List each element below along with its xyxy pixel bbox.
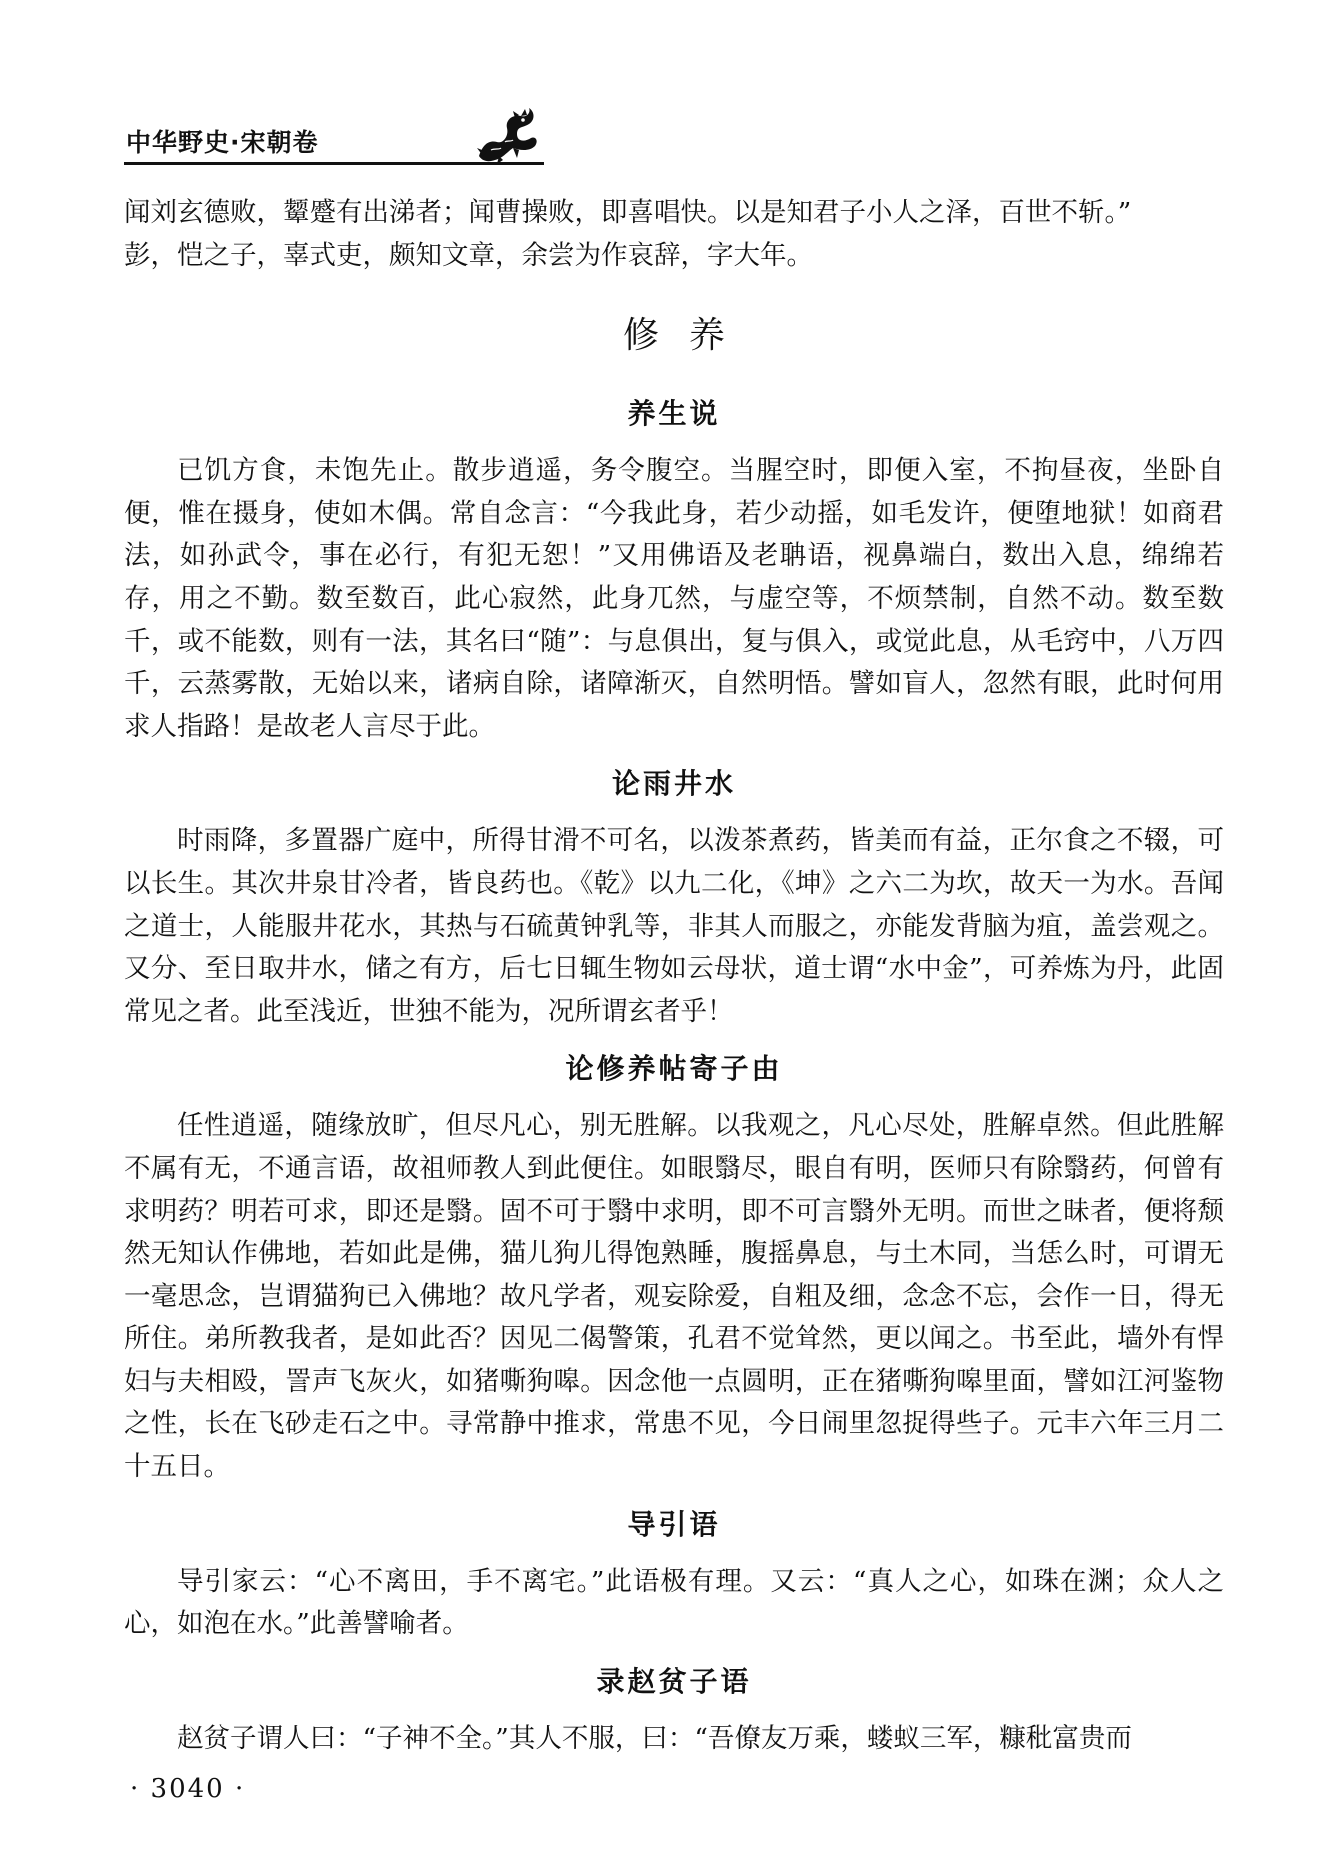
article-title: 论雨井水 — [611, 767, 736, 801]
article-paragraph: 赵贫子谓人曰：“子神不全。”其人不服，曰：“吾僚友万乘，蝼蚁三军，糠秕富贵而 — [177, 1722, 1132, 1754]
article-paragraph: 已饥方食，未饱先止。散步逍遥，务令腹空。当腥空时，即便入室，不拘昼夜，坐卧自便，惟在摄身，使如木偶。常自念言：“今我此身，若少动摇，如毛发许，便堕地狱！如商君法，如孙武令，事在必行，有犯无恕！”又用佛语及老聃语，视鼻端白，数出入息，绵绵若存，用之不勤。数至数百，此心寂然，此身兀然，与虚空等，不烦禁制，自然不动。数至数千，或不能数，则有一法，其名曰“随”：与息俱出，复与俱入，或觉此息，从毛窍中，八万四千，云蒸雾散，无始以来，诸病自除，诸障渐灭，自然明悟。譬如盲人，忽然有眼，此时何用求人指路！是故老人言尽于此。 — [124, 455, 1224, 742]
article-paragraph: 导引家云：“心不离田，手不离宅。”此语极有理。又云：“真人之心，如珠在渊；众人之心，如泡在水。”此善譬喻者。 — [124, 1565, 1224, 1640]
article-paragraph: 时雨降，多置器广庭中，所得甘滑不可名，以泼茶煮药，皆美而有益，正尔食之不辍，可以长生。其次井泉甘冷者，皆良药也。《乾》以九二化，《坤》之六二为坎，故天一为水。吾闻之道士，人能服井花水，其热与石硫黄钟乳等，非其人而服之，亦能发背脑为疽，盖尝观之。又分、至日取井水，储之有方，后七日辄生物如云母状，道士谓“水中金”，可养炼为丹，此固常见之者。此至浅近，世独不能为，况所谓玄者乎！ — [124, 825, 1224, 1027]
header-rule — [124, 162, 544, 165]
dragon-emblem-icon — [469, 106, 541, 166]
running-header — [124, 118, 544, 170]
intro-line-2: 彭，恺之子，辜式吏，颇知文章，余尝为作哀辞，字大年。 — [124, 239, 813, 271]
book-title: 中华野史·宋朝卷 — [126, 128, 319, 157]
article-paragraph: 任性逍遥，随缘放旷，但尽凡心，别无胜解。以我观之，凡心尽处，胜解卓然。但此胜解不属有无，不通言语，故祖师教人到此便住。如眼翳尽，眼自有明，医师只有除翳药，何曾有求明药？明若可求，即还是翳。固不可于翳中求明，即不可言翳外无明。而世之昧者，便将颓然无知认作佛地，若如此是佛，猫儿狗儿得饱熟睡，腹摇鼻息，与土木同，当恁么时，可谓无一毫思念，岂谓猫狗已入佛地？故凡学者，观妄除爱，自粗及细，念念不忘，会作一日，得无所住。弟所教我者，是如此否？因见二偈警策，孔君不觉耸然，更以闻之。书至此，墙外有悍妇与夫相殴，詈声飞灰火，如猪嘶狗嗥。因念他一点圆明，正在猪嘶狗嗥里面，譬如江河鉴物之性，长在飞砂走石之中。寻常静中推求，常患不见，今日闹里忽捉得些子。元丰六年三月二十五日。 — [124, 1110, 1224, 1483]
article-title: 论修养帖寄子由 — [565, 1052, 783, 1086]
page-body — [124, 192, 1224, 1760]
page-number: · 3040 · — [130, 1774, 246, 1804]
article-title: 导引语 — [627, 1507, 721, 1541]
section-title: 修养 — [622, 315, 755, 357]
intro-line-1: 闻刘玄德败，颦蹙有出涕者；闻曹操败，即喜唱快。以是知君子小人之泽，百世不斩。” — [124, 197, 1132, 228]
article-title: 录赵贫子语 — [596, 1664, 752, 1698]
article-title: 养生说 — [627, 397, 721, 431]
